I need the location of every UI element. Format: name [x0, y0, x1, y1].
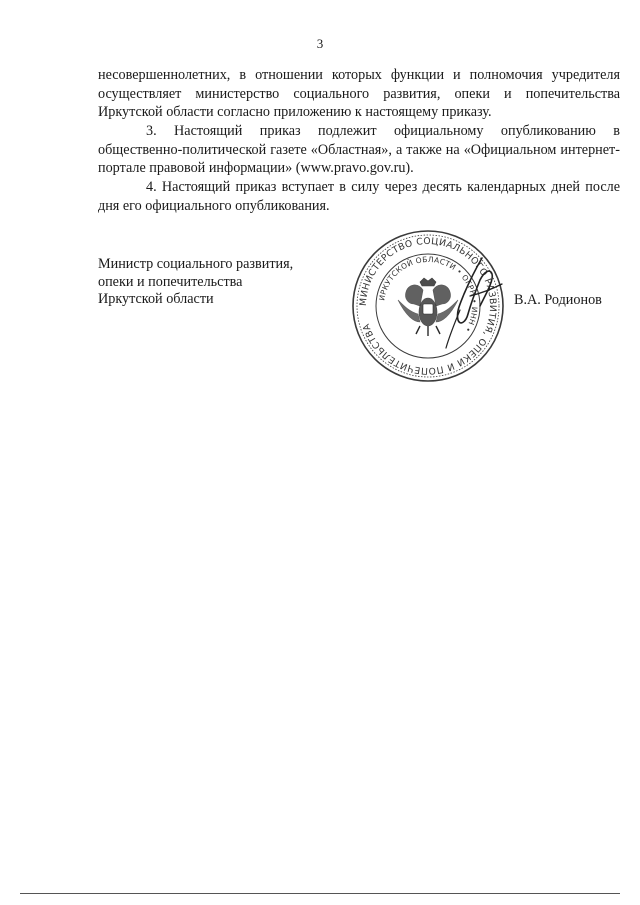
handwritten-signature — [420, 250, 520, 360]
signatory-title — [98, 256, 338, 309]
signatory-title-line: Иркутской области — [98, 291, 214, 307]
paragraph-publication: 3. Настоящий приказ подлежит официальному опубликованию в общественно-политической газете «Областная», а также на «Официальном интернет-портале правовой информации» (www.pravo.gov.ru). — [98, 123, 620, 176]
paragraph-effective-date: 4. Настоящий приказ вступает в силу через десять календарных дней после дня его официального опубликования. — [98, 179, 620, 214]
signatory-title-line: Министр социального развития, — [98, 256, 294, 272]
svg-text:ИРКУТСКОЙ ОБЛАСТИ • ОГРН • ИНН: ИРКУТСКОЙ ОБЛАСТИ • ОГРН • ИНН • — [377, 254, 480, 335]
page-number: 3 — [316, 36, 324, 51]
signatory-title-line: опеки и попечительства — [98, 273, 243, 290]
signatory-name: В.А. Родионов — [514, 292, 602, 308]
paragraph-continuation: несовершеннолетних, в отношении которых функции и полномочия учредителя осуществляет министерство социального развития, опеки и попечительства Иркутской области согласно приложению к настоящему приказу. — [98, 67, 620, 120]
page-footer-rule — [20, 893, 620, 894]
svg-text:МИНИСТЕРСТВО СОЦИАЛЬНОГО РАЗВИ: МИНИСТЕРСТВО СОЦИАЛЬНОГО РАЗВИТИЯ, ОПЕКИ И ПОПЕЧИТЕЛЬСТВА — [357, 235, 499, 377]
